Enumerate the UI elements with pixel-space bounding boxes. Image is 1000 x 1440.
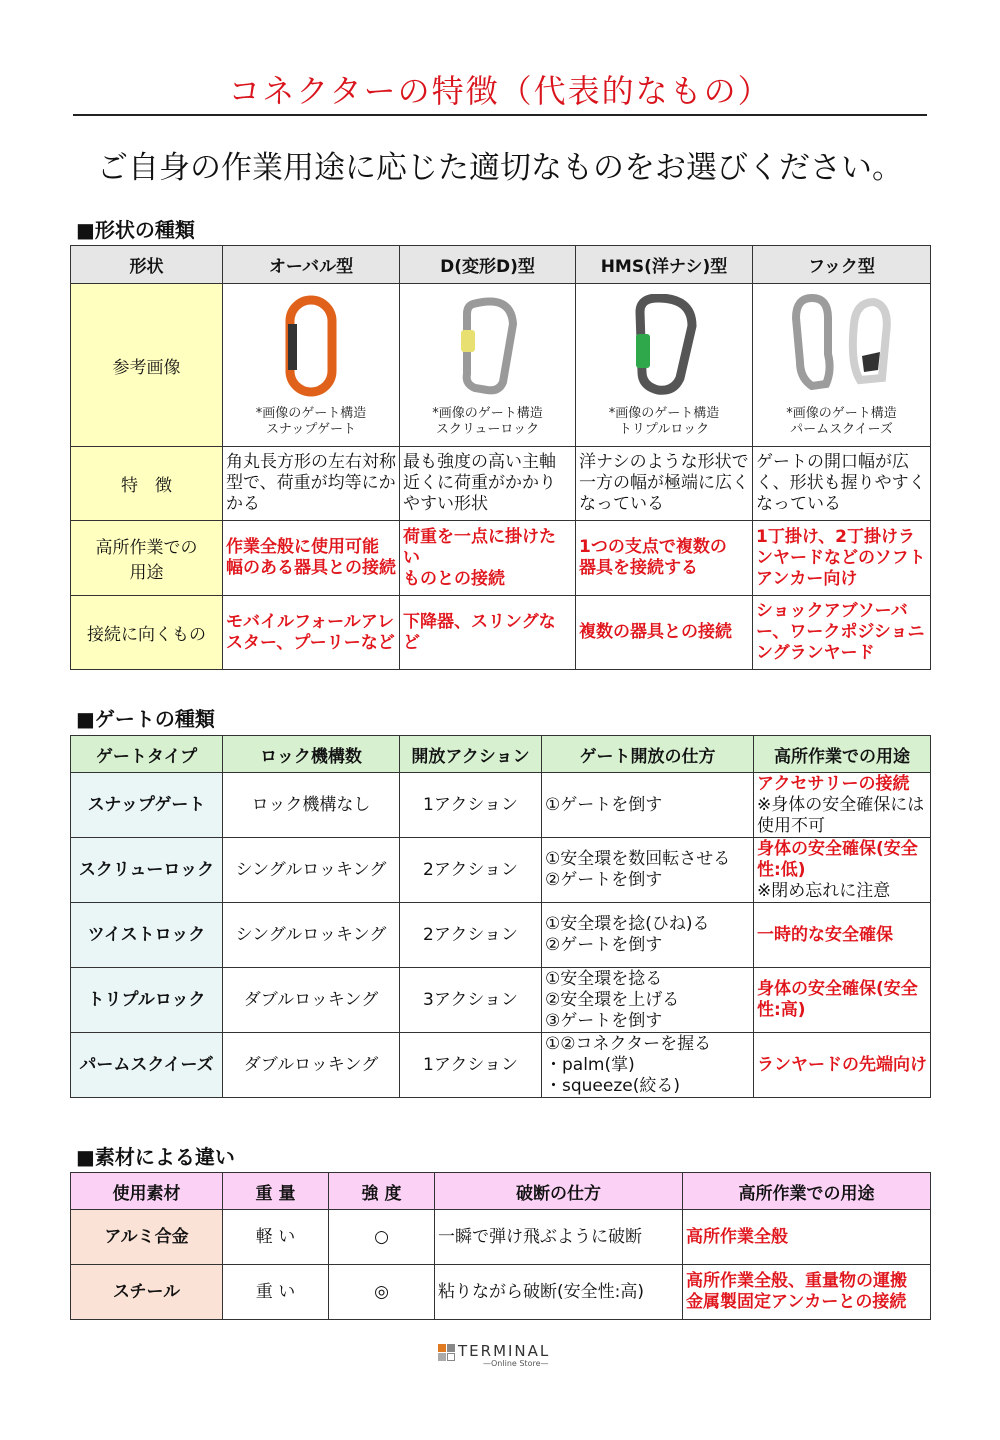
title-divider — [73, 114, 927, 116]
table-row — [71, 903, 931, 968]
table-row — [71, 968, 931, 1033]
feature-row — [71, 447, 931, 521]
material-name: アルミ合金 — [71, 1210, 223, 1265]
logo-square-icon — [447, 1353, 455, 1361]
lock-count: ダブルロッキング — [223, 1033, 400, 1098]
material-use: 高所作業全般、重量物の運搬 金属製固定アンカーとの接続 — [683, 1265, 931, 1320]
table-row — [71, 1033, 931, 1098]
header-cell: 高所作業での用途 — [754, 736, 931, 773]
strength: ○ — [329, 1210, 435, 1265]
row-label: 参考画像 — [71, 284, 223, 447]
header-cell: 強 度 — [329, 1173, 435, 1210]
material-name: スチール — [71, 1265, 223, 1320]
table-row — [71, 1265, 931, 1320]
use-cell: 荷重を一点に掛けたい ものとの接続 — [400, 521, 576, 596]
gate-type: スナップゲート — [71, 773, 223, 838]
row-label: 特 徴 — [71, 447, 223, 521]
image-row — [71, 284, 931, 447]
section-shape-heading: ■形状の種類 — [76, 218, 195, 242]
table-row — [71, 1210, 931, 1265]
logo-square-icon — [438, 1344, 446, 1352]
image-caption: *画像のゲート構造 パームスクイーズ — [786, 406, 897, 437]
open-method: ①安全環を捻る ②安全環を上げる ③ゲートを倒す — [542, 968, 754, 1033]
gate-use: 身体の安全確保(安全性:高) — [754, 968, 931, 1033]
weight: 重 い — [223, 1265, 329, 1320]
header-cell: 高所作業での用途 — [683, 1173, 931, 1210]
header-cell: 破断の仕方 — [435, 1173, 683, 1210]
open-method: ①②コネクターを握る ・palm(掌) ・squeeze(絞る) — [542, 1033, 754, 1098]
header-cell: 開放アクション — [400, 736, 542, 773]
gate-use: 身体の安全確保(安全性:低) ※閉め忘れに注意 — [754, 838, 931, 903]
break-mode: 一瞬で弾け飛ぶように破断 — [435, 1210, 683, 1265]
gate-type: ツイストロック — [71, 903, 223, 968]
material-use: 高所作業全般 — [683, 1210, 931, 1265]
fit-cell: モバイルフォールアレスター、プーリーなど — [223, 596, 400, 670]
header-cell: 形状 — [71, 246, 223, 284]
image-caption: *画像のゲート構造 トリプルロック — [608, 406, 720, 437]
header-cell: オーバル型 — [223, 246, 400, 284]
gate-use: ランヤードの先端向け — [754, 1033, 931, 1098]
break-mode: 粘りながら破断(安全性:高) — [435, 1265, 683, 1320]
page-subtitle: ご自身の作業用途に応じた適切なものをお選びください。 — [97, 150, 903, 186]
fit-row — [71, 596, 931, 670]
use-cell: 1丁掛け、2丁掛けランヤードなどのソフトアンカー向け — [753, 521, 931, 596]
image-cell-d — [400, 284, 576, 447]
silver-hook-carabiner-icon — [782, 294, 902, 398]
lock-count: ロック機構なし — [223, 773, 400, 838]
header-cell: ゲート開放の仕方 — [542, 736, 754, 773]
section-material-heading: ■素材による違い — [76, 1145, 235, 1169]
material-table — [70, 1172, 931, 1320]
use-row — [71, 521, 931, 596]
logo-square-icon — [438, 1353, 446, 1361]
gate-table — [70, 735, 931, 1098]
page-title: コネクターの特徴（代表的なもの） — [228, 72, 772, 110]
logo-name: TERMINAL — [458, 1342, 551, 1360]
open-method: ①安全環を数回転させる ②ゲートを倒す — [542, 838, 754, 903]
section-gate-heading: ■ゲートの種類 — [76, 707, 215, 731]
open-action: 1アクション — [400, 1033, 542, 1098]
fit-cell: 複数の器具との接続 — [576, 596, 753, 670]
feature-cell: ゲートの開口幅が広く、形状も握りやすくなっている — [753, 447, 931, 521]
table-row — [71, 773, 931, 838]
orange-oval-carabiner-icon — [276, 294, 346, 398]
image-caption: *画像のゲート構造 スクリューロック — [432, 406, 543, 437]
silver-d-carabiner-icon — [453, 294, 523, 398]
feature-cell: 洋ナシのような形状で一方の幅が極端に広くなっている — [576, 447, 753, 521]
image-cell-hook — [753, 284, 931, 447]
shape-table — [70, 245, 931, 670]
header-cell: HMS(洋ナシ)型 — [576, 246, 753, 284]
strength: ◎ — [329, 1265, 435, 1320]
open-action: 3アクション — [400, 968, 542, 1033]
open-action: 2アクション — [400, 838, 542, 903]
table-row — [71, 838, 931, 903]
row-label: 高所作業での 用途 — [71, 521, 223, 596]
gate-type: スクリューロック — [71, 838, 223, 903]
feature-cell: 最も強度の高い主軸近くに荷重がかかりやすい形状 — [400, 447, 576, 521]
use-cell: 1つの支点で複数の 器具を接続する — [576, 521, 753, 596]
use-cell: 作業全般に使用可能 幅のある器具との接続 — [223, 521, 400, 596]
fit-cell: 下降器、スリングなど — [400, 596, 576, 670]
dark-hms-carabiner-icon — [626, 294, 702, 398]
header-cell: ゲートタイプ — [71, 736, 223, 773]
gate-table-header — [71, 736, 931, 773]
header-cell: 重 量 — [223, 1173, 329, 1210]
shape-table-header — [71, 246, 931, 284]
fit-cell: ショックアブソーバー、ワークポジショニングランヤード — [753, 596, 931, 670]
lock-count: シングルロッキング — [223, 838, 400, 903]
open-action: 1アクション — [400, 773, 542, 838]
gate-use: アクセサリーの接続 ※身体の安全確保には使用不可 — [754, 773, 931, 838]
header-cell: D(変形D)型 — [400, 246, 576, 284]
gate-type: パームスクイーズ — [71, 1033, 223, 1098]
logo-square-icon — [447, 1344, 455, 1352]
image-cell-oval — [223, 284, 400, 447]
logo-subtitle: —Online Store— — [483, 1359, 549, 1368]
lock-count: シングルロッキング — [223, 903, 400, 968]
lock-count: ダブルロッキング — [223, 968, 400, 1033]
open-action: 2アクション — [400, 903, 542, 968]
gate-type: トリプルロック — [71, 968, 223, 1033]
open-method: ①ゲートを倒す — [542, 773, 754, 838]
header-cell: ロック機構数 — [223, 736, 400, 773]
feature-cell: 角丸長方形の左右対称型で、荷重が均等にかかる — [223, 447, 400, 521]
header-cell: 使用素材 — [71, 1173, 223, 1210]
image-cell-hms — [576, 284, 753, 447]
image-caption: *画像のゲート構造 スナップゲート — [255, 406, 367, 437]
header-cell: フック型 — [753, 246, 931, 284]
weight: 軽 い — [223, 1210, 329, 1265]
row-label: 接続に向くもの — [71, 596, 223, 670]
open-method: ①安全環を捻(ひね)る ②ゲートを倒す — [542, 903, 754, 968]
material-table-header — [71, 1173, 931, 1210]
gate-use: 一時的な安全確保 — [754, 903, 931, 968]
